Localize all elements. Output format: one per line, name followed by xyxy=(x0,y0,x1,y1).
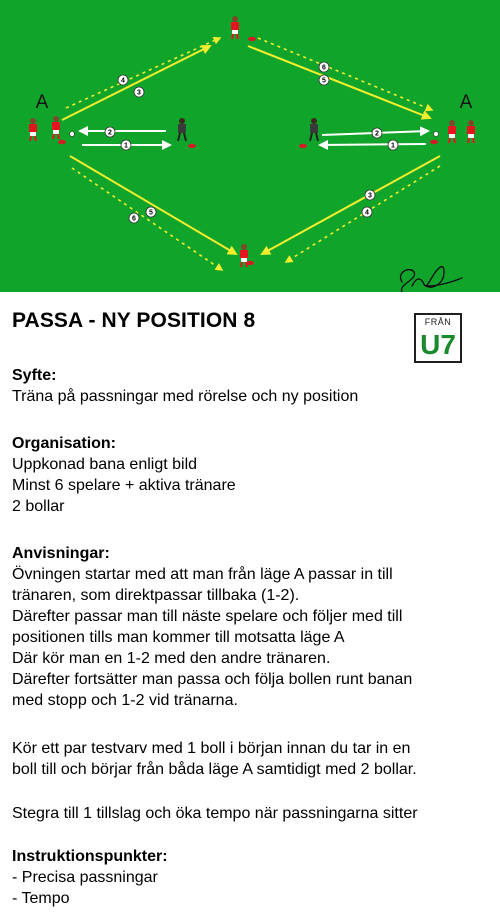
page-title: PASSA - NY POSITION 8 xyxy=(12,309,256,332)
pass-number-5-bottom-left xyxy=(146,207,156,217)
organisation-line: 2 bollar xyxy=(12,498,65,515)
age-badge-age: U7 xyxy=(420,329,456,360)
anvisningar-line: med stopp och 1-2 vid tränarna. xyxy=(12,692,238,709)
paragraph-line: Kör ett par testvarv med 1 boll i början innan du tar in en xyxy=(12,740,411,757)
pass-number-4-bottom-right xyxy=(362,207,372,217)
cone xyxy=(430,140,438,144)
pass-number-6-top-right xyxy=(319,62,329,72)
section-instruktionspunkter xyxy=(12,846,490,909)
section-organisation xyxy=(12,433,490,517)
position-label-a-left: A xyxy=(35,92,49,113)
section-heading-anvisningar: Anvisningar: xyxy=(12,545,110,562)
pitch-background xyxy=(0,0,500,292)
ball xyxy=(70,132,75,137)
svg-text:1: 1 xyxy=(391,142,395,150)
section-heading-organisation: Organisation: xyxy=(12,435,117,452)
pass-number-2-right xyxy=(372,128,382,138)
age-badge-from: FRÅN xyxy=(424,317,452,327)
pass-number-3-top-left xyxy=(134,87,144,97)
section-anvisningar xyxy=(12,543,490,711)
pass-line-1-right xyxy=(320,144,426,145)
anvisningar-line: tränaren, som direktpassar tillbaka (1-2). xyxy=(12,587,300,604)
cone xyxy=(299,144,307,148)
svg-text:1: 1 xyxy=(124,142,128,150)
instruktion-line: - Tempo xyxy=(12,890,70,907)
section-syfte xyxy=(12,365,490,407)
cone xyxy=(248,37,256,41)
pass-number-5-top-right xyxy=(319,75,329,85)
organisation-line: Uppkonad bana enligt bild xyxy=(12,456,198,473)
anvisningar-line: Övningen startar med att man från läge A passar in till xyxy=(12,566,393,583)
cone xyxy=(188,144,196,148)
pass-number-1-right xyxy=(388,140,398,150)
anvisningar-line: Därefter fortsätter man passa och följa bollen runt banan xyxy=(12,671,413,688)
paragraph-line: boll till och börjar från båda läge A samtidigt med 2 bollar. xyxy=(12,761,417,778)
age-badge xyxy=(414,313,462,363)
svg-text:5: 5 xyxy=(322,77,326,85)
svg-text:6: 6 xyxy=(322,64,326,72)
pass-number-6-bottom-left xyxy=(129,213,139,223)
cone xyxy=(58,140,66,144)
svg-text:2: 2 xyxy=(375,130,379,138)
svg-text:3: 3 xyxy=(137,89,141,97)
paragraph-testvarv xyxy=(12,738,490,780)
anvisningar-line: positionen tills man kommer till motsatta läge A xyxy=(12,629,345,646)
pass-number-1-left xyxy=(121,140,131,150)
anvisningar-line: Därefter passar man till näste spelare och följer med till xyxy=(12,608,403,625)
section-heading-syfte: Syfte: xyxy=(12,367,57,384)
section-heading-instruktionspunkter: Instruktionspunkter: xyxy=(12,848,168,865)
organisation-line: Minst 6 spelare + aktiva tränare xyxy=(12,477,236,494)
exercise-diagram xyxy=(0,0,500,292)
position-label-a-right: A xyxy=(459,92,473,113)
pass-number-4-top-left xyxy=(118,75,128,85)
pass-number-3-bottom-right xyxy=(365,190,375,200)
svg-text:4: 4 xyxy=(121,77,125,85)
svg-text:5: 5 xyxy=(149,209,153,217)
ball xyxy=(434,132,439,137)
svg-text:4: 4 xyxy=(365,209,369,217)
instruktion-line: - Precisa passningar xyxy=(12,869,158,886)
syfte-line: Träna på passningar med rörelse och ny position xyxy=(12,388,359,405)
svg-text:6: 6 xyxy=(132,215,136,223)
pass-number-2-left xyxy=(105,127,115,137)
anvisningar-line: Där kör man en 1-2 med den andre tränaren. xyxy=(12,650,331,667)
svg-text:3: 3 xyxy=(368,192,372,200)
paragraph-stegra xyxy=(12,803,490,824)
svg-text:2: 2 xyxy=(108,129,112,137)
paragraph-line: Stegra till 1 tillslag och öka tempo när passningarna sitter xyxy=(12,805,418,822)
